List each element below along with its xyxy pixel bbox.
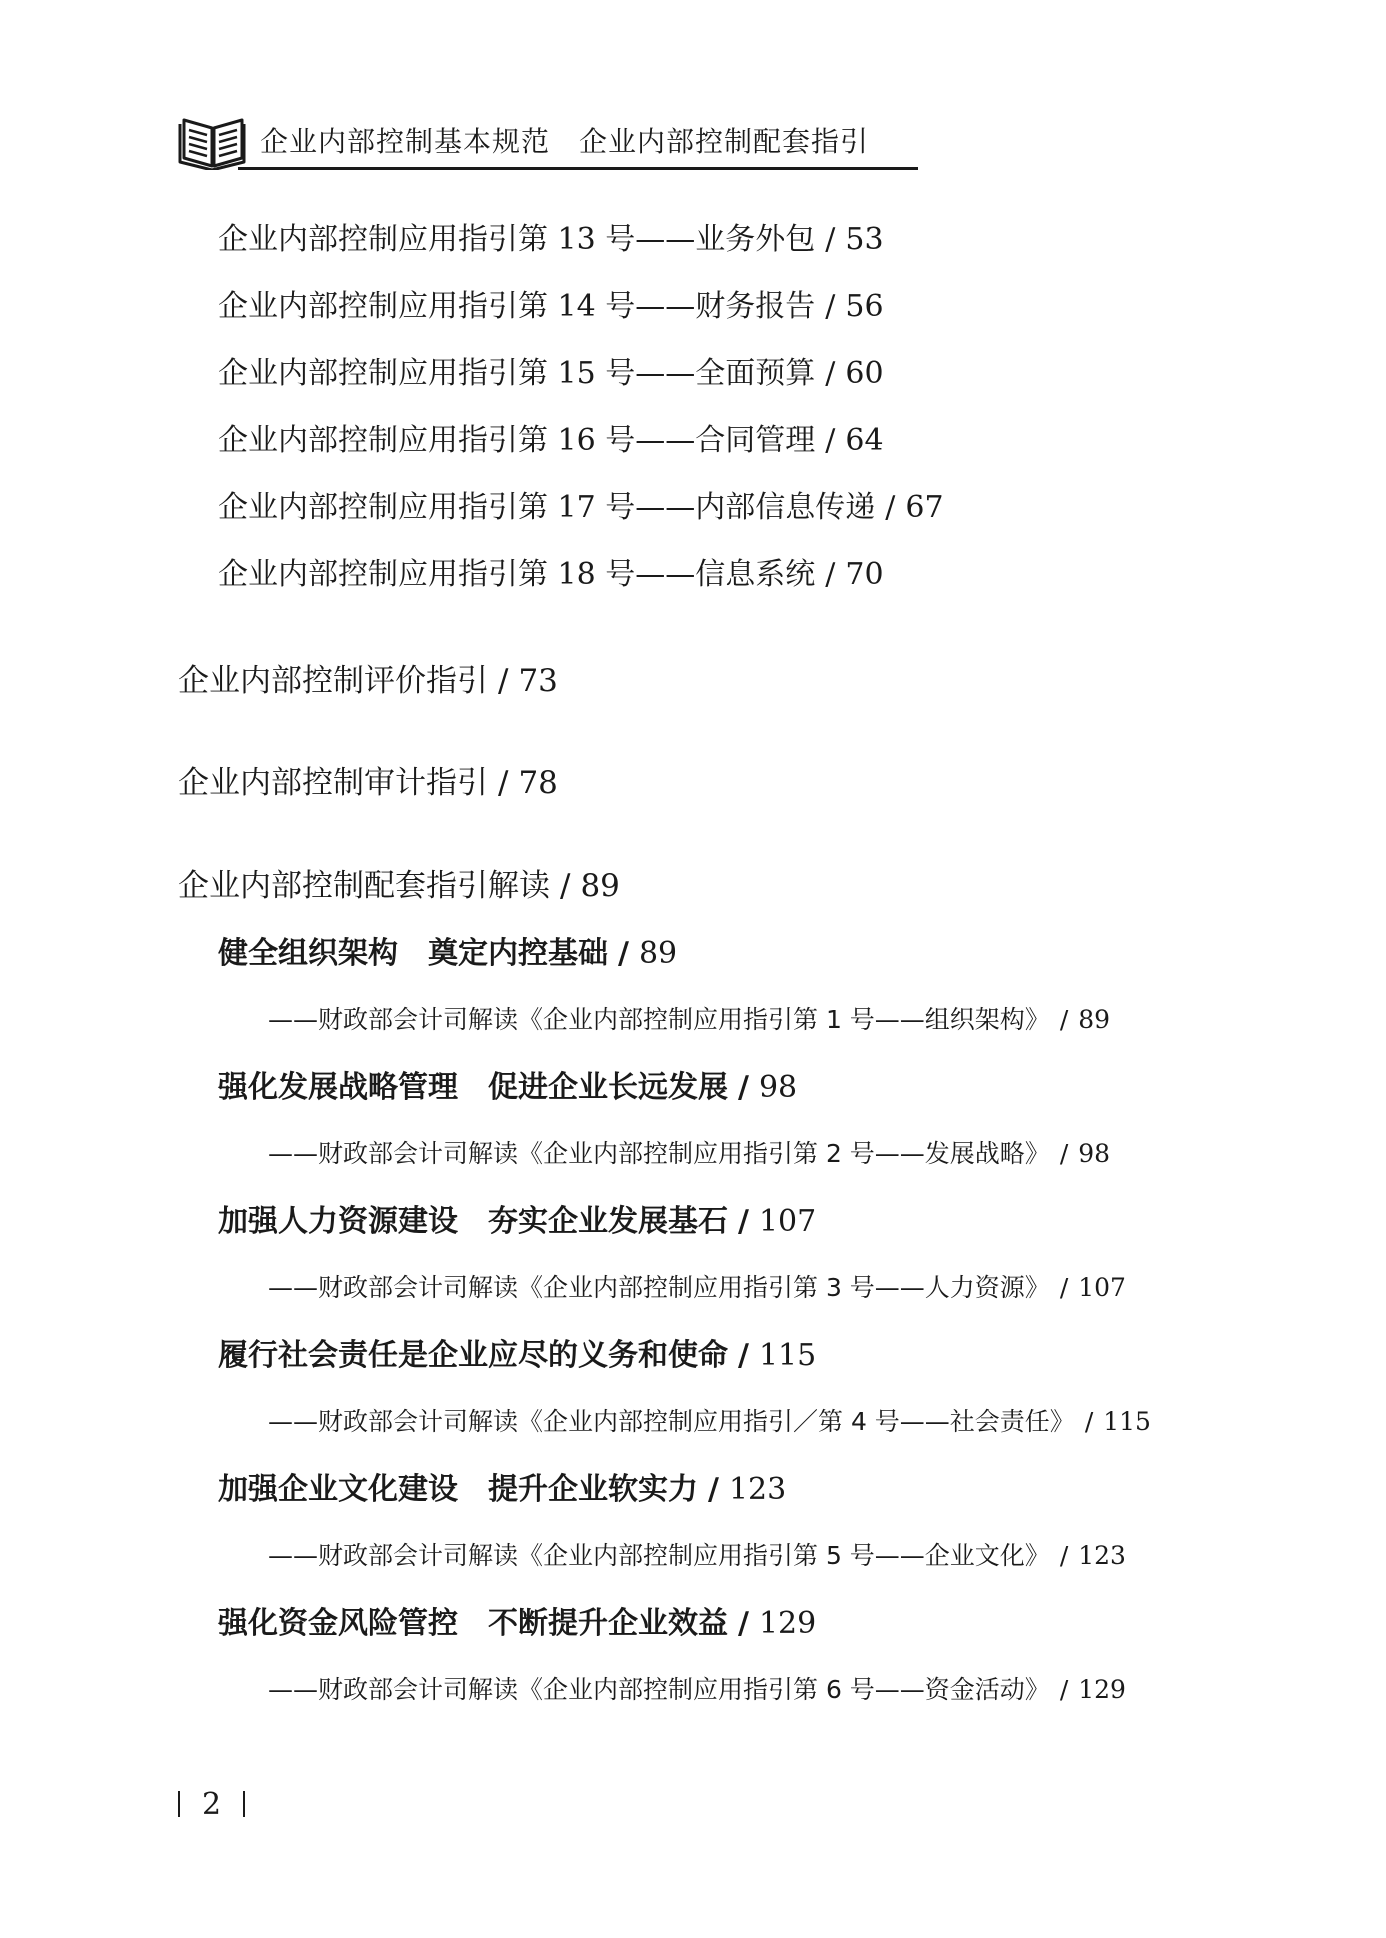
toc-interpretation-source-6[interactable]: ——财政部会计司解读《企业内部控制应用指引第 6 号——资金活动》 / 129	[268, 1675, 1126, 1704]
toc-entry-guide-18[interactable]: 企业内部控制应用指引第 18 号——信息系统 / 70	[218, 557, 884, 592]
toc-section-title: 企业内部控制配套指引解读	[178, 868, 550, 904]
toc-section-interpretation[interactable]: 企业内部控制配套指引解读 / 89	[178, 868, 620, 904]
toc-source-text: ——财政部会计司解读《企业内部控制应用指引第 2 号——发展战略》	[268, 1139, 1050, 1168]
toc-interpretation-title: 履行社会责任是企业应尽的义务和使命	[218, 1338, 728, 1373]
toc-entry-title: 企业内部控制应用指引第 16 号——合同管理	[218, 423, 816, 458]
toc-interpretation-source-4[interactable]: ——财政部会计司解读《企业内部控制应用指引／第 4 号——社会责任》 / 115	[268, 1407, 1151, 1436]
toc-interpretation-page: 107	[758, 1204, 817, 1239]
header-title: 企业内部控制基本规范 企业内部控制配套指引	[260, 125, 870, 158]
toc-section-audit[interactable]: 企业内部控制审计指引 / 78	[178, 765, 558, 801]
toc-entry-guide-15[interactable]: 企业内部控制应用指引第 15 号——全面预算 / 60	[218, 356, 884, 391]
toc-section-page: 89	[580, 868, 620, 904]
toc-interpretation-3[interactable]: 加强人力资源建设 夯实企业发展基石 / 107	[218, 1204, 817, 1239]
toc-entry-page: 56	[845, 289, 884, 324]
toc-source-page: 129	[1078, 1675, 1126, 1704]
toc-entry-guide-16[interactable]: 企业内部控制应用指引第 16 号——合同管理 / 64	[218, 423, 884, 458]
toc-entry-page: 64	[845, 423, 884, 458]
toc-source-page: 123	[1078, 1541, 1126, 1570]
toc-section-title: 企业内部控制审计指引	[178, 765, 488, 801]
toc-interpretation-title: 强化资金风险管控 不断提升企业效益	[218, 1606, 728, 1641]
toc-interpretation-page: 123	[728, 1472, 787, 1507]
toc-interpretation-source-2[interactable]: ——财政部会计司解读《企业内部控制应用指引第 2 号——发展战略》 / 98	[268, 1139, 1111, 1168]
running-header	[178, 108, 918, 170]
toc-interpretation-2[interactable]: 强化发展战略管理 促进企业长远发展 / 98	[218, 1070, 798, 1105]
toc-interpretation-page: 115	[758, 1338, 817, 1373]
toc-source-text: ——财政部会计司解读《企业内部控制应用指引／第 4 号——社会责任》	[268, 1407, 1075, 1436]
toc-interpretation-source-1[interactable]: ——财政部会计司解读《企业内部控制应用指引第 1 号——组织架构》 / 89	[268, 1005, 1111, 1034]
toc-interpretation-page: 98	[758, 1070, 798, 1105]
toc-interpretation-4[interactable]: 履行社会责任是企业应尽的义务和使命 / 115	[218, 1338, 817, 1373]
open-book-icon	[178, 108, 248, 170]
toc-entry-guide-17[interactable]: 企业内部控制应用指引第 17 号——内部信息传递 / 67	[218, 490, 944, 525]
toc-entry-page: 53	[845, 222, 884, 257]
toc-source-page: 98	[1078, 1139, 1111, 1168]
toc-entry-guide-14[interactable]: 企业内部控制应用指引第 14 号——财务报告 / 56	[218, 289, 884, 324]
header-rule	[238, 167, 918, 170]
toc-entry-title: 企业内部控制应用指引第 18 号——信息系统	[218, 557, 816, 592]
toc-entry-title: 企业内部控制应用指引第 17 号——内部信息传递	[218, 490, 876, 525]
toc-interpretation-title: 强化发展战略管理 促进企业长远发展	[218, 1070, 728, 1105]
toc-interpretation-1[interactable]: 健全组织架构 奠定内控基础 / 89	[218, 936, 678, 971]
toc-entry-page: 70	[845, 557, 884, 592]
page-footer	[178, 1785, 245, 1825]
footer-bar-right	[243, 1791, 245, 1817]
toc-entry-guide-13[interactable]: 企业内部控制应用指引第 13 号——业务外包 / 53	[218, 222, 884, 257]
toc-entry-title: 企业内部控制应用指引第 13 号——业务外包	[218, 222, 816, 257]
toc-interpretation-5[interactable]: 加强企业文化建设 提升企业软实力 / 123	[218, 1472, 787, 1507]
toc-entry-title: 企业内部控制应用指引第 14 号——财务报告	[218, 289, 816, 324]
toc-interpretation-title: 加强企业文化建设 提升企业软实力	[218, 1472, 698, 1507]
toc-interpretation-page: 129	[758, 1606, 817, 1641]
toc-section-evaluation[interactable]: 企业内部控制评价指引 / 73	[178, 663, 558, 699]
toc-section-title: 企业内部控制评价指引	[178, 663, 488, 699]
toc-source-text: ——财政部会计司解读《企业内部控制应用指引第 1 号——组织架构》	[268, 1005, 1050, 1034]
toc-source-page: 115	[1103, 1407, 1151, 1436]
toc-entry-page: 67	[905, 490, 944, 525]
toc-interpretation-source-3[interactable]: ——财政部会计司解读《企业内部控制应用指引第 3 号——人力资源》 / 107	[268, 1273, 1126, 1302]
toc-entry-page: 60	[845, 356, 884, 391]
toc-source-text: ——财政部会计司解读《企业内部控制应用指引第 5 号——企业文化》	[268, 1541, 1050, 1570]
toc-interpretation-6[interactable]: 强化资金风险管控 不断提升企业效益 / 129	[218, 1606, 817, 1641]
toc-section-page: 73	[518, 663, 558, 699]
toc-entry-title: 企业内部控制应用指引第 15 号——全面预算	[218, 356, 816, 391]
toc-interpretation-source-5[interactable]: ——财政部会计司解读《企业内部控制应用指引第 5 号——企业文化》 / 123	[268, 1541, 1126, 1570]
toc-source-text: ——财政部会计司解读《企业内部控制应用指引第 3 号——人力资源》	[268, 1273, 1050, 1302]
toc-source-page: 89	[1078, 1005, 1111, 1034]
toc-interpretation-title: 加强人力资源建设 夯实企业发展基石	[218, 1204, 728, 1239]
toc-source-page: 107	[1078, 1273, 1126, 1302]
toc-source-text: ——财政部会计司解读《企业内部控制应用指引第 6 号——资金活动》	[268, 1675, 1050, 1704]
page-number: 2	[202, 1786, 222, 1822]
toc-section-page: 78	[518, 765, 558, 801]
toc-interpretation-page: 89	[638, 936, 678, 971]
toc-interpretation-title: 健全组织架构 奠定内控基础	[218, 936, 608, 971]
